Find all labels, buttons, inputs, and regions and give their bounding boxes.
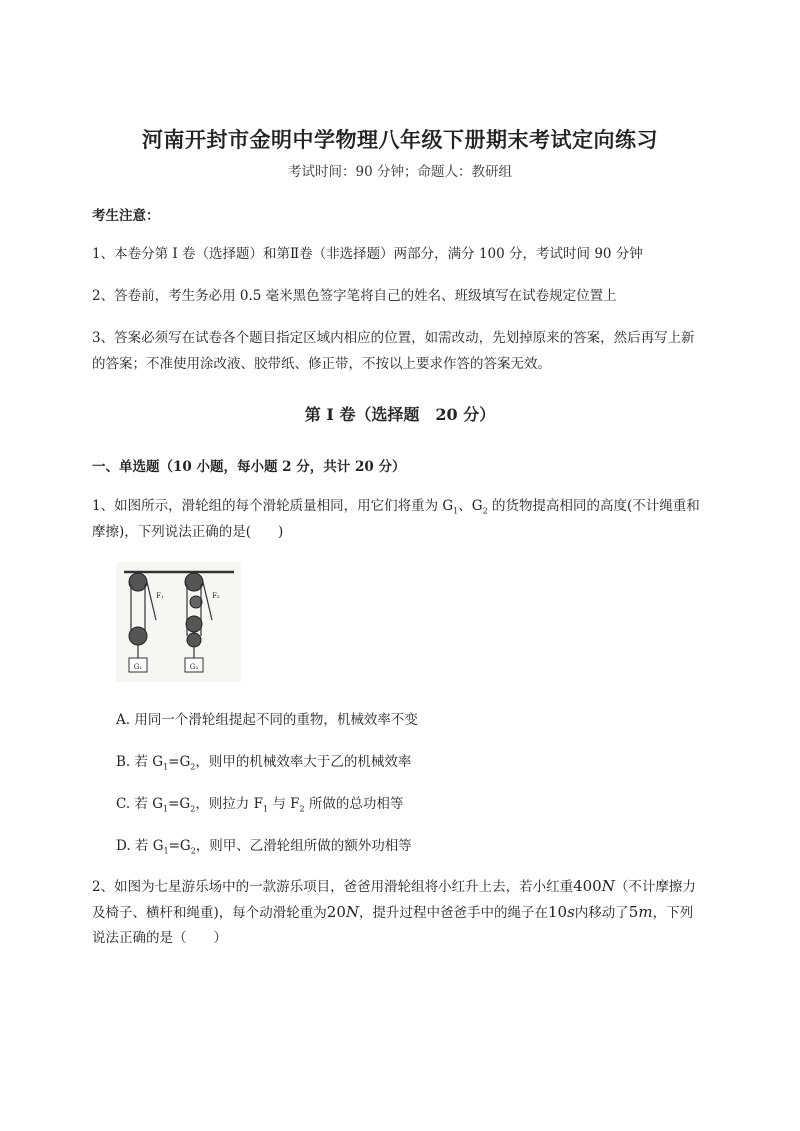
page-title: 河南开封市金明中学物理八年级下册期末考试定向练习 xyxy=(142,127,658,152)
q1-option-d: D. 若 $G_1=G_2$，则甲、乙滑轮组所做的额外功相等 xyxy=(116,838,412,856)
q1-option-a: A. 用同一个滑轮组提起不同的重物，机械效率不变 xyxy=(116,712,418,728)
load-g2-label: G₂ xyxy=(189,663,199,671)
q2-stem-line1: 2、如图为七星游乐场中的一款游乐项目，爸爸用滑轮组将小红升上去，若小红重400N（不计摩擦力 xyxy=(92,877,696,895)
fixed-pulley-icon xyxy=(129,573,147,591)
force-f2-label: F₂ xyxy=(212,592,220,600)
notice-item-3-line1: 3、答案必须写在试卷各个题目指定区域内相应的位置，如需改动，先划掉原来的答案，然后再写上新 xyxy=(92,330,695,346)
notice-heading: 考生注意： xyxy=(92,208,160,224)
movable-pulley-icon xyxy=(129,627,147,645)
notice-item-2: 2、答卷前，考生务必用 0.5 毫米黑色签字笔将自己的姓名、班级填写在试卷规定位置上 xyxy=(92,288,617,304)
fixed-pulley-small-icon xyxy=(190,596,202,608)
q2-stem-line2: 及椅子、横杆和绳重)，每个动滑轮重为20N，提升过程中爸爸手中的绳子在10s内移动了5m，下列 xyxy=(92,903,694,921)
force-f1-label: F₁ xyxy=(156,592,164,600)
fixed-pulley-icon xyxy=(185,573,203,591)
q2-stem-line3: 说法正确的是（ ） xyxy=(92,930,227,946)
exam-info: 考试时间：90 分钟；命题人：教研组 xyxy=(288,164,512,180)
q1-stem-line2: 摩擦)，下列说法正确的是( ) xyxy=(92,524,284,540)
part-heading: 一、单选题（10 小题，每小题 2 分，共计 20 分） xyxy=(92,459,406,475)
q1-stem-line1: 1、如图所示，滑轮组的每个滑轮质量相同，用它们将重为 $G_1$、$G_2$ 的货物提高相同的高度(不计绳重和 xyxy=(92,498,700,516)
movable-pulley-icon xyxy=(187,633,201,647)
q1-option-b: B. 若 $G_1=G_2$，则甲的机械效率大于乙的机械效率 xyxy=(116,754,412,772)
section-title: 第 I 卷（选择题 20 分） xyxy=(304,405,496,424)
notice-item-3-line2: 的答案；不准使用涂改液、胶带纸、修正带，不按以上要求作答的答案无效。 xyxy=(92,356,551,372)
movable-pulley-icon xyxy=(186,616,202,632)
pulley-figure xyxy=(116,562,241,682)
q1-option-c: C. 若 $G_1=G_2$，则拉力 $F_1$ 与 $F_2$ 所做的总功相等 xyxy=(116,796,404,814)
notice-item-1: 1、本卷分第 I 卷（选择题）和第Ⅱ卷（非选择题）两部分，满分 100 分，考试时间 90 分钟 xyxy=(92,246,643,262)
load-g1-label: G₁ xyxy=(133,663,143,671)
